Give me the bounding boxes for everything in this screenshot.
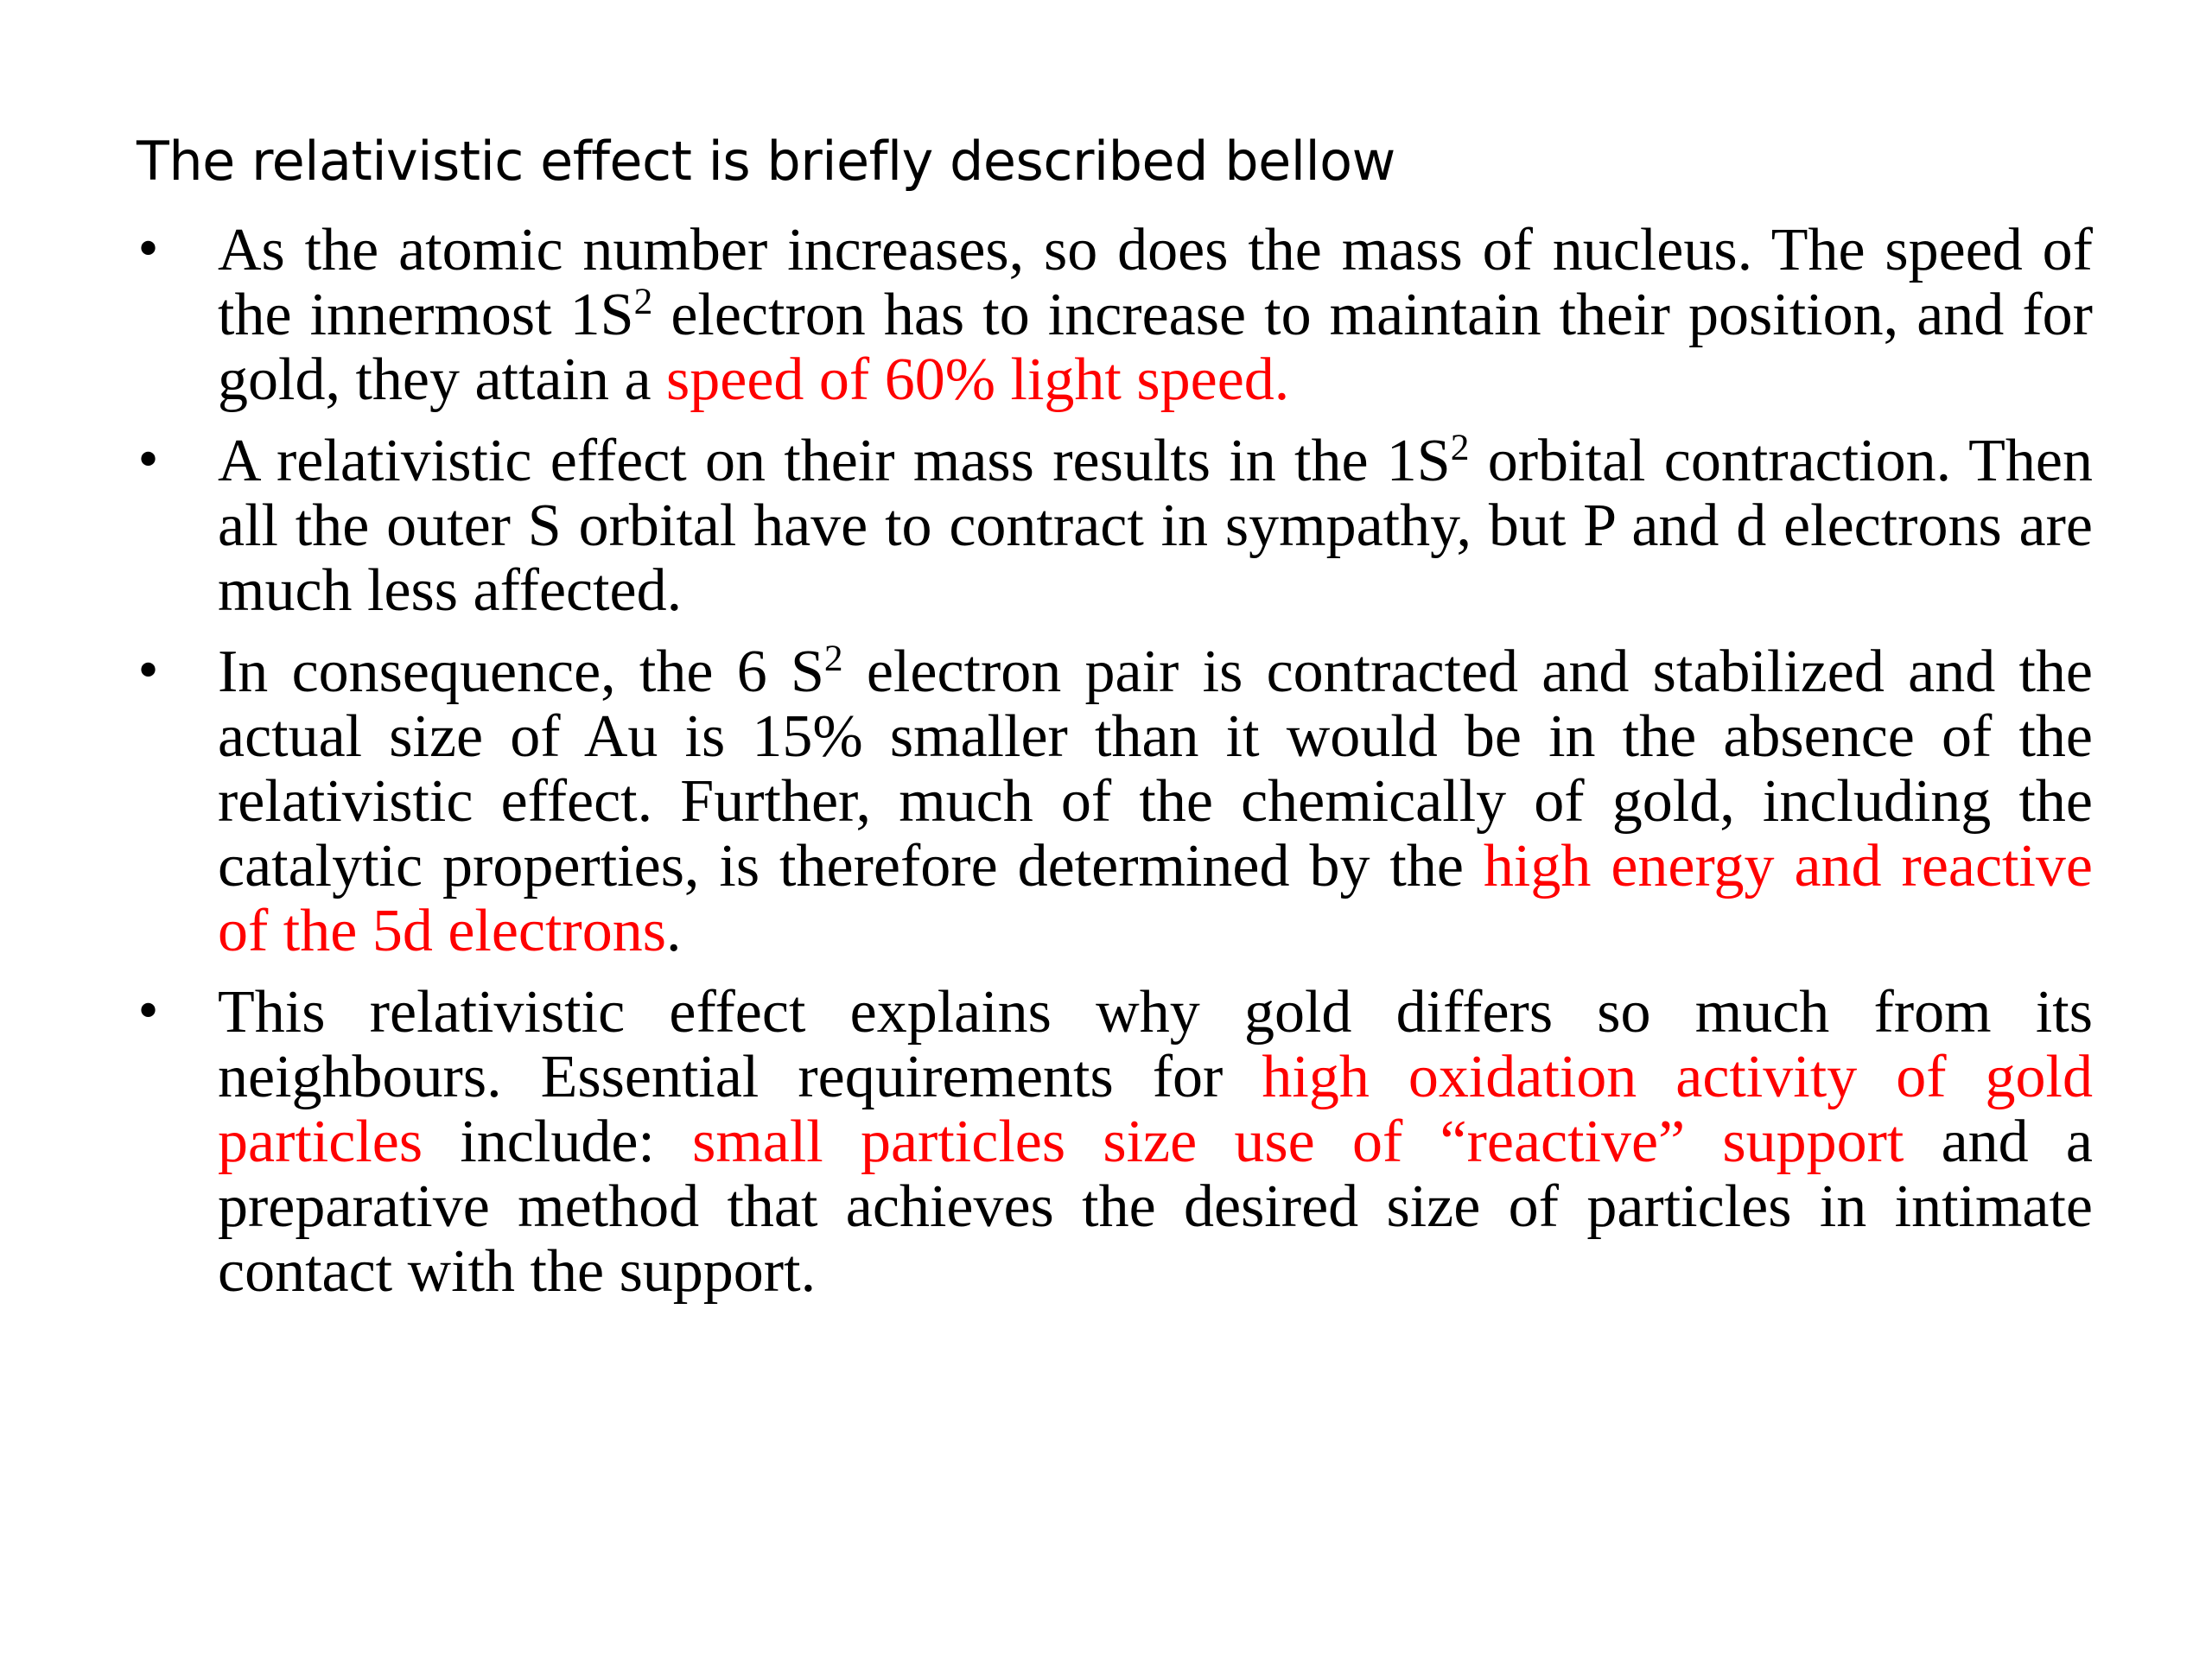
bullet-list (134, 217, 2093, 1320)
bullet-item-3 (134, 638, 2093, 964)
bullet-marker: • (134, 222, 163, 278)
bullet-text: A relativistic effect on their mass results in the 1S (218, 428, 1451, 494)
bullet-text: electron has to increase to maintain their position, and for gold, they attain a (218, 282, 2093, 413)
superscript: 2 (633, 281, 653, 323)
bullet-item-4 (134, 979, 2093, 1305)
superscript: 2 (1450, 427, 1470, 469)
bullet-marker: • (134, 984, 163, 1040)
bullet-text: include: (423, 1109, 693, 1175)
bullet-text: In consequence, the 6 S (218, 639, 824, 705)
bullet-marker: • (134, 433, 163, 489)
bullet-marker: • (134, 644, 163, 700)
bullet-text: electron pair is contracted and stabilized and the actual size of Au is 15% smaller than it would be in the absence of the relativistic effect. Further, much of the chemically of gold, including the catalytic properties, is therefore determined by the (218, 639, 2093, 899)
slide-heading: The relativistic effect is briefly described bellow (137, 130, 1395, 193)
superscript: 2 (823, 638, 843, 680)
highlighted-text: high oxidation activity of gold particles (218, 1044, 2093, 1175)
bullet-text: As the atomic number increases, so does the mass of nucleus. The speed of the innermost 1S (218, 217, 2093, 348)
bullet-text: and a preparative method that achieves the desired size of particles in intimate contact with the support. (218, 1109, 2093, 1305)
bullet-text: This relativistic effect explains why gold differs so much from its neighbours. Essential requirements for (218, 979, 2093, 1110)
bullet-text: orbital contraction. Then all the outer S orbital have to contract in sympathy, but P and d electrons are much less affected. (218, 428, 2093, 624)
highlighted-text: high energy and reactive of the 5d electrons (218, 833, 2093, 964)
bullet-item-2 (134, 427, 2093, 624)
highlighted-text: small particles size use of “reactive” support (692, 1109, 1904, 1175)
highlighted-text: speed of 60% light speed. (666, 346, 1290, 413)
bullet-item-1 (134, 217, 2093, 413)
bullet-text: . (665, 898, 682, 964)
